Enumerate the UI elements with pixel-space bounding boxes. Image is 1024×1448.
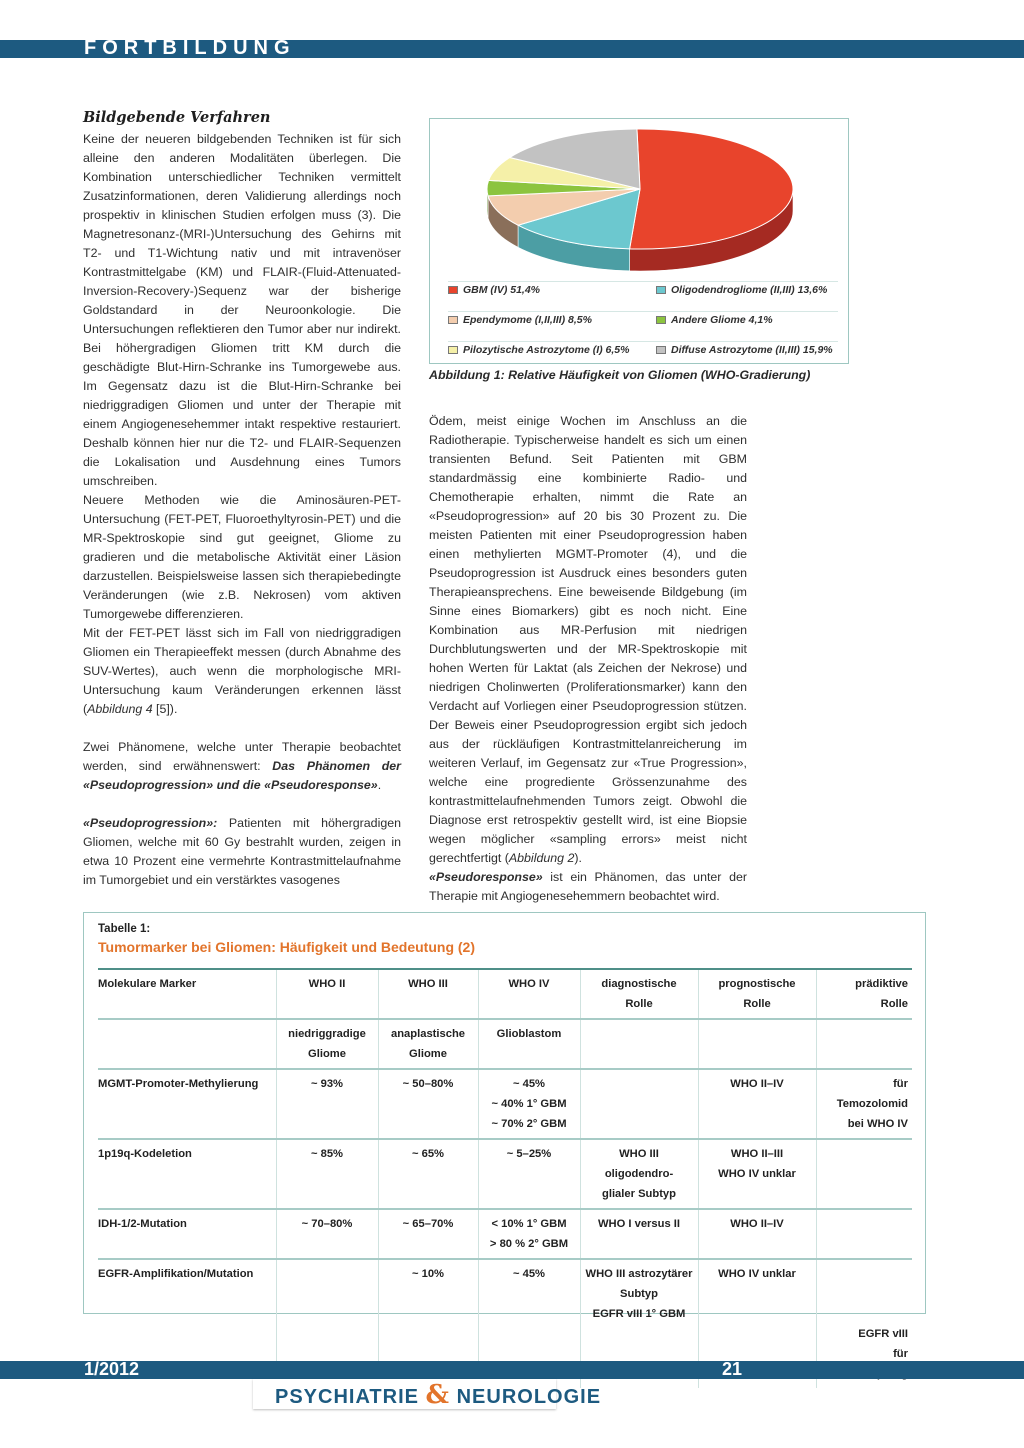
cell-text: Molekulare Marker (98, 978, 197, 990)
legend-swatch (656, 316, 666, 324)
cell-text: ~ 50–80% (402, 1078, 454, 1090)
table-cell (378, 1019, 478, 1069)
cell-text (821, 1214, 909, 1234)
figure-caption: Abbildung 1: Relative Häufigkeit von Gliomen (WHO-Gradierung) (429, 368, 811, 382)
table-cell (478, 969, 580, 1019)
table-cell (98, 1019, 276, 1069)
cell-text: Gliome (409, 1048, 447, 1060)
cell-text (821, 1304, 909, 1324)
text-fragment: ist ein Phänomen, das unter der Therapie mit Angiogenesehemmern beobachtet wird. (429, 870, 747, 903)
cell-text: WHO II–IV (730, 1218, 784, 1230)
cell-text: prognostische (718, 978, 796, 990)
cell-text: WHO II–IV (730, 1078, 784, 1090)
cell-text: Rolle (880, 998, 908, 1010)
journal-name (275, 1380, 601, 1410)
paragraph-phenomena (83, 738, 401, 795)
table-row (98, 1069, 912, 1139)
emphasis-term: «Pseudoresponse» (429, 870, 543, 884)
legend-label: GBM (IV) 51,4% (463, 284, 541, 296)
legend-label: Diffuse Astrozytome (II,III) 15,9% (671, 344, 833, 356)
table-cell (698, 969, 816, 1019)
table-cell (580, 1019, 698, 1069)
text-fragment: Zwei Phänomene, welche unter Therapie beobachtet werden, sind erwähnenswert: (83, 740, 401, 773)
table-cell (580, 1209, 698, 1259)
text-fragment: . (377, 778, 382, 792)
legend-item-andere-gliome (656, 314, 773, 326)
table-cell (98, 1139, 276, 1209)
journal-name-part: NEUROLOGIE (456, 1386, 602, 1408)
table-cell (478, 1019, 580, 1069)
text-fragment: Ödem, meist einige Wochen im Anschluss an die Radiotherapie. Typischerweise handelt es sich um einen transienten Befund. Seit Patienten mit GBM standardmässig eine kombinierte Radio- und Chemotherapie erhalten, nimmt die Rate an «Pseudoprogression» auf 20 bis 30 Prozent zu. Die meisten Patienten mit einer Pseudoprogression haben einen methylierten MGMT-Promoter (4), und die Pseudoprogression ist Ausdruck eines besonders guten Therapieansprechens. Eine beweisende Bildgebung (im Sinne eines Biomarkers) gibt es noch nicht. Eine Kombination aus MR-Perfusion mit niedrigen Durchblutungswerten und der MR-Spektroskopie mit hohen Werten für Laktat (als Zeichen der Nekrose) und niedrigen Cholinwerten (Proliferationsmarker) kann den Verdacht auf Vorliegen einer Pseudoprogression stützen. Der Beweis einer Pseudoprogression ergibt sich jedoch aus der rückläufigen Kontrastmittelanreicherung im weiteren Verlauf, im Gegensatz zur «True Progression», welche eine progrediente Grössenzunahme des kontrastmittelaufnehmenden Tumors zeigt. Obwohl die Diagnose erst retrospektiv gestellt wird, ist eine Biopsie wegen möglicher «sampling errors» meist nicht gerechtfertigt ( (429, 414, 747, 865)
table-cell (276, 1209, 378, 1259)
cell-text: ~ 93% (310, 1078, 344, 1090)
cell-text: ~ 85% (310, 1148, 344, 1160)
cell-text: ~ 65% (411, 1148, 445, 1160)
table-cell (698, 1019, 816, 1069)
paragraph-new-methods: Neuere Methoden wie die Aminosäuren-PET-Untersuchung (FET-PET, Fluoroethyltyrosin-PET) und die MR-Spektroskopie sind gut geeignet, Gliome zu gradieren und die metabolische Aktivität einer Läsion darzustellen. Beispielsweise lassen sich therapiebedingte Veränderungen (wie z.B. Nekrosen) vom aktiven Tumorgewebe differenzieren. (83, 493, 401, 621)
table-cell (816, 1209, 912, 1259)
table-cell (478, 1139, 580, 1209)
legend-item-diffuse (656, 344, 833, 356)
legend-swatch (656, 346, 666, 354)
legend-label: Andere Gliome 4,1% (671, 314, 773, 326)
cell-text: ~ 45% (512, 1268, 546, 1280)
table-row (98, 1209, 912, 1259)
table-cell (378, 1069, 478, 1139)
cell-text: > 80 % 2° GBM (489, 1238, 569, 1250)
paragraph-pseudoprogression (83, 814, 401, 890)
table-cell (478, 1069, 580, 1139)
cell-text: EGFR vIII (858, 1328, 908, 1340)
legend-swatch (448, 286, 458, 294)
legend-row (448, 311, 838, 327)
cell-text: WHO III (408, 978, 448, 990)
cell-text: glialer Subtyp (602, 1188, 676, 1200)
cell-text: für (893, 1348, 908, 1360)
cell-text: ~ 10% (411, 1268, 445, 1280)
legend-item-gbm (448, 284, 540, 296)
paragraph-imaging-intro: Keine der neueren bildgebenden Techniken ist für sich alleine den anderen Modalitäten überlegen. Die Kombination unterschiedlicher Techniken vermittelt Zusatzinformationen, deren Validierung allerdings noch prospektiv in klinischen Studien erfolgen muss (3). Die Magnetresonanz-(MRI-)Untersuchung des Gehirns mit T2- und T1-Wichtung nativ und mit intravenöser Kontrastmittelgabe (KM) und FLAIR-(Fluid-Attenuated-Inversion-Recovery-)Sequenz war der bisherige Goldstandard in der Neuroonkologie. Die Untersuchungen reflektieren den Tumor aber nur indirekt. Bei höhergradigen Gliomen tritt KM durch die geschädigte Blut-Hirn-Schranke ins Tumorgewebe aus. Im Gegensatz dazu ist die Blut-Hirn-Schranke bei niedriggradigen Gliomen und unter der Therapie mit einem Angiogenesehemmer intakt respektive restauriert. Deshalb können hier nur die T2- und FLAIR-Sequenzen die Lokalisation und Ausdehnung eines Tumors umschreiben. (83, 132, 401, 488)
issue-number: 1/2012 (84, 1359, 140, 1379)
cell-text: EGFR-Amplifikation/Mutation (98, 1268, 254, 1280)
table-cell (580, 1069, 698, 1139)
table-cell (816, 1019, 912, 1069)
cell-text: WHO III astrozytärer (585, 1268, 693, 1280)
paragraph-pseudoprogression-cont (429, 412, 747, 868)
legend-item-ependymome (448, 314, 592, 326)
cell-text (585, 1024, 694, 1044)
right-column (429, 412, 747, 906)
table-header-row (98, 969, 912, 1019)
figure-reference: Abbildung 2 (508, 851, 575, 865)
cell-text: EGFR vIII 1° GBM (592, 1308, 686, 1320)
paragraph-fet-pet (83, 624, 401, 719)
cell-text: Gliome (308, 1048, 346, 1060)
emphasis-text: Das Phänomen der «Pseudoprogression» und die «Pseudoresponse» (83, 759, 401, 792)
cell-text: Rolle (743, 998, 771, 1010)
table-cell (816, 969, 912, 1019)
figure-reference: Abbildung 4 (87, 702, 153, 716)
cell-text (585, 1074, 694, 1094)
cell-text: WHO III oligodendro- (604, 1148, 674, 1180)
table-cell (816, 1069, 912, 1139)
cell-text: bei WHO IV (847, 1118, 908, 1130)
table-cell (580, 969, 698, 1019)
cell-text: ~ 45% (512, 1078, 546, 1090)
cell-text: diagnostische (601, 978, 677, 990)
cell-text: niedriggradige (288, 1028, 366, 1040)
table-cell (816, 1139, 912, 1209)
legend-row (448, 341, 838, 357)
cell-text (821, 1024, 909, 1044)
cell-text (821, 1264, 909, 1284)
marker-table (98, 968, 912, 1388)
text-fragment: ). (574, 851, 582, 865)
cell-text (821, 1284, 909, 1304)
legend-row (448, 281, 838, 297)
legend-label: Pilozytische Astrozytome (I) 6,5% (463, 344, 630, 356)
table-label: Tabelle 1: (98, 923, 151, 935)
cell-text: Subtyp (620, 1288, 658, 1300)
emphasis-term: «Pseudoprogression»: (83, 816, 218, 830)
paragraph-pseudoresponse (429, 868, 747, 906)
figure-pie-chart (429, 118, 849, 364)
table-row (98, 1139, 912, 1209)
journal-ampersand: & (425, 1380, 451, 1410)
table-cell (276, 1139, 378, 1209)
legend-label: Ependymome (I,II,III) 8,5% (463, 314, 592, 326)
left-column (83, 108, 401, 890)
cell-text: Rolle (625, 998, 653, 1010)
table-cell (98, 969, 276, 1019)
table-title: Tumormarker bei Gliomen: Häufigkeit und Bedeutung (2) (98, 939, 475, 955)
table-cell (698, 1069, 816, 1139)
text-fragment: Mit der FET-PET lässt sich im Fall von niedriggradigen Gliomen ein Therapieeffekt messen (durch Abnahme des SUV-Wertes), auch wenn die morphologische MRI-Untersuchung kaum Veränderungen erkennen lässt ( (83, 626, 401, 716)
cell-text: ~ 5–25% (506, 1148, 552, 1160)
cell-text: WHO I versus II (597, 1218, 681, 1230)
cell-text: WHO II–III (730, 1148, 784, 1160)
legend-item-oligodendrogliome (656, 284, 827, 296)
cell-text: WHO IV unklar (718, 1268, 796, 1280)
journal-name-part: PSYCHIATRIE (275, 1386, 419, 1408)
page-number: 21 (722, 1359, 743, 1379)
cell-text: WHO II (308, 978, 346, 990)
journal-logo (253, 1379, 602, 1410)
cell-text (98, 1024, 272, 1044)
table-cell (276, 969, 378, 1019)
cell-text: IDH-1/2-Mutation (98, 1218, 187, 1230)
cell-text (821, 1144, 909, 1164)
cell-text: MGMT-Promoter-Methylierung (98, 1078, 259, 1090)
section-heading: Bildgebende Verfahren (83, 109, 271, 126)
table-cell (698, 1139, 816, 1209)
cell-text (281, 1264, 374, 1284)
cell-text: ~ 65–70% (402, 1218, 454, 1230)
cell-text: WHO IV (508, 978, 550, 990)
table-cell (378, 1139, 478, 1209)
cell-text: ~ 70–80% (301, 1218, 353, 1230)
legend-swatch (448, 346, 458, 354)
cell-text: Glioblastom (496, 1028, 562, 1040)
table-cell (478, 1209, 580, 1259)
cell-text: prädiktive (855, 978, 908, 990)
table-cell (378, 969, 478, 1019)
legend-item-pilozytische (448, 344, 630, 356)
footer-band (0, 1361, 1024, 1379)
table-cell (98, 1069, 276, 1139)
cell-text: WHO IV unklar (718, 1168, 796, 1180)
text-fragment: [5]). (152, 702, 178, 716)
table-cell (276, 1019, 378, 1069)
cell-text: 1p19q-Kodeletion (98, 1148, 192, 1160)
table-cell (698, 1209, 816, 1259)
cell-text (703, 1024, 812, 1044)
table-cell (98, 1209, 276, 1259)
cell-text: ~ 40% 1° GBM (491, 1098, 567, 1110)
text-fragment: Patienten mit höhergradigen Gliomen, welche mit 60 Gy bestrahlt wurden, zeigen in etwa 10 Prozent eine vermehrte Kontrastmittelaufnahme im Tumorgebiet und ein verstärktes vasogenes (83, 816, 401, 887)
legend-label: Oligodendrogliome (II,III) 13,6% (671, 284, 828, 296)
table-tumor-markers (83, 912, 926, 1360)
cell-text: < 10% 1° GBM (491, 1218, 567, 1230)
legend-swatch (448, 316, 458, 324)
table-row (98, 1019, 912, 1069)
table-cell (276, 1069, 378, 1139)
pie-chart-svg (430, 119, 850, 279)
cell-text: ~ 70% 2° GBM (491, 1118, 567, 1130)
cell-text: anaplastische (391, 1028, 465, 1040)
table-cell (378, 1209, 478, 1259)
section-title: FORTBILDUNG (84, 37, 296, 59)
table-cell (580, 1139, 698, 1209)
legend-swatch (656, 286, 666, 294)
cell-text: für Temozolomid (836, 1078, 908, 1110)
